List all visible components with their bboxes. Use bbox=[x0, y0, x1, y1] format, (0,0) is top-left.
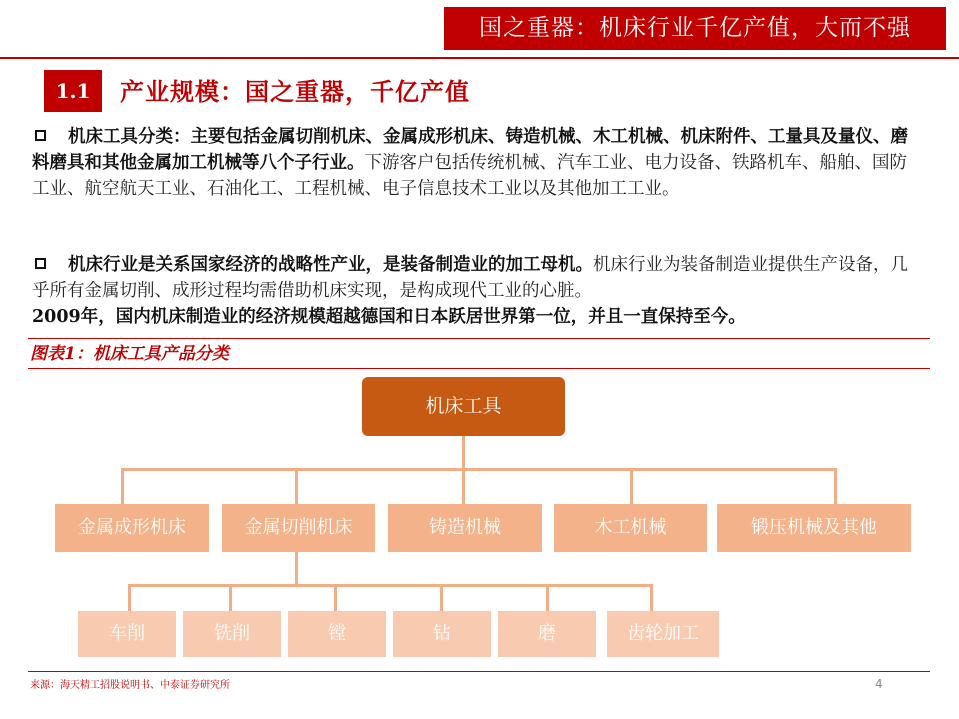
tree-node-forging-other: 锻压机械及其他 bbox=[717, 504, 911, 552]
tree-node-forming: 金属成形机床 bbox=[55, 504, 209, 552]
connector-line bbox=[229, 584, 232, 611]
figure-rule-top bbox=[28, 338, 930, 339]
tree-root-node: 机床工具 bbox=[362, 377, 565, 436]
paragraph-strategic bbox=[32, 252, 924, 330]
paragraph-bold-text-2: 2009年，国内机床制造业的经济规模超越德国和日本跃居世界第一位，并且一直保持至今。 bbox=[32, 307, 746, 327]
tree-node-grinding: 磨 bbox=[498, 611, 596, 657]
connector-line bbox=[295, 552, 298, 586]
tree-node-milling: 铣削 bbox=[183, 611, 281, 657]
tree-node-gear: 齿轮加工 bbox=[607, 611, 719, 657]
connector-line bbox=[546, 584, 549, 611]
footer-divider bbox=[28, 671, 930, 672]
connector-line bbox=[462, 436, 465, 470]
connector-line bbox=[121, 468, 837, 471]
connector-line bbox=[462, 468, 465, 504]
tree-node-drilling: 钻 bbox=[393, 611, 491, 657]
bullet-box-icon bbox=[35, 258, 46, 269]
connector-line bbox=[128, 584, 131, 611]
connector-line bbox=[121, 468, 124, 504]
paragraph-bold-text: 机床行业是关系国家经济的战略性产业，是装备制造业的加工母机。 bbox=[68, 255, 593, 275]
paragraph-classification bbox=[32, 124, 924, 202]
section-number: 1.1 bbox=[44, 70, 102, 112]
bullet-box-icon bbox=[35, 130, 46, 141]
connector-line bbox=[128, 584, 652, 587]
tree-node-casting: 铸造机械 bbox=[388, 504, 542, 552]
section-title: 产业规模：国之重器，千亿产值 bbox=[120, 77, 470, 106]
tree-node-boring: 镗 bbox=[288, 611, 386, 657]
connector-line bbox=[295, 468, 298, 504]
connector-line bbox=[440, 584, 443, 611]
tree-node-turning: 车削 bbox=[78, 611, 176, 657]
header-title: 国之重器：机床行业千亿产值，大而不强 bbox=[444, 7, 946, 50]
connector-line bbox=[650, 584, 653, 611]
paragraph-text: 机床行业为装备制造业提供生产设备，几乎所有金属切削、成形过程均需借助机床实现，是构成现代工业的心脏。 bbox=[32, 255, 908, 301]
paragraph-bold-text: 机床工具分类：主要包括金属切削机床、金属成形机床、铸造机械、木工机械、机床附件、工量具及量仪、磨料磨具和其他金属加工机械等八个子行业。 bbox=[32, 127, 908, 173]
tree-node-cutting: 金属切削机床 bbox=[222, 504, 375, 552]
page-number: 4 bbox=[875, 677, 883, 691]
connector-line bbox=[834, 468, 837, 504]
source-note: 来源：海天精工招股说明书、中泰证券研究所 bbox=[30, 680, 230, 691]
figure-title: 图表1：机床工具产品分类 bbox=[30, 344, 229, 364]
header-divider bbox=[0, 57, 959, 59]
connector-line bbox=[334, 584, 337, 611]
figure-rule-bottom bbox=[28, 368, 930, 369]
tree-node-woodworking: 木工机械 bbox=[554, 504, 707, 552]
paragraph-text: 下游客户包括传统机械、汽车工业、电力设备、铁路机车、船舶、国防工业、航空航天工业、石油化工、工程机械、电子信息技术工业以及其他加工工业。 bbox=[32, 153, 907, 199]
connector-line bbox=[630, 468, 633, 504]
